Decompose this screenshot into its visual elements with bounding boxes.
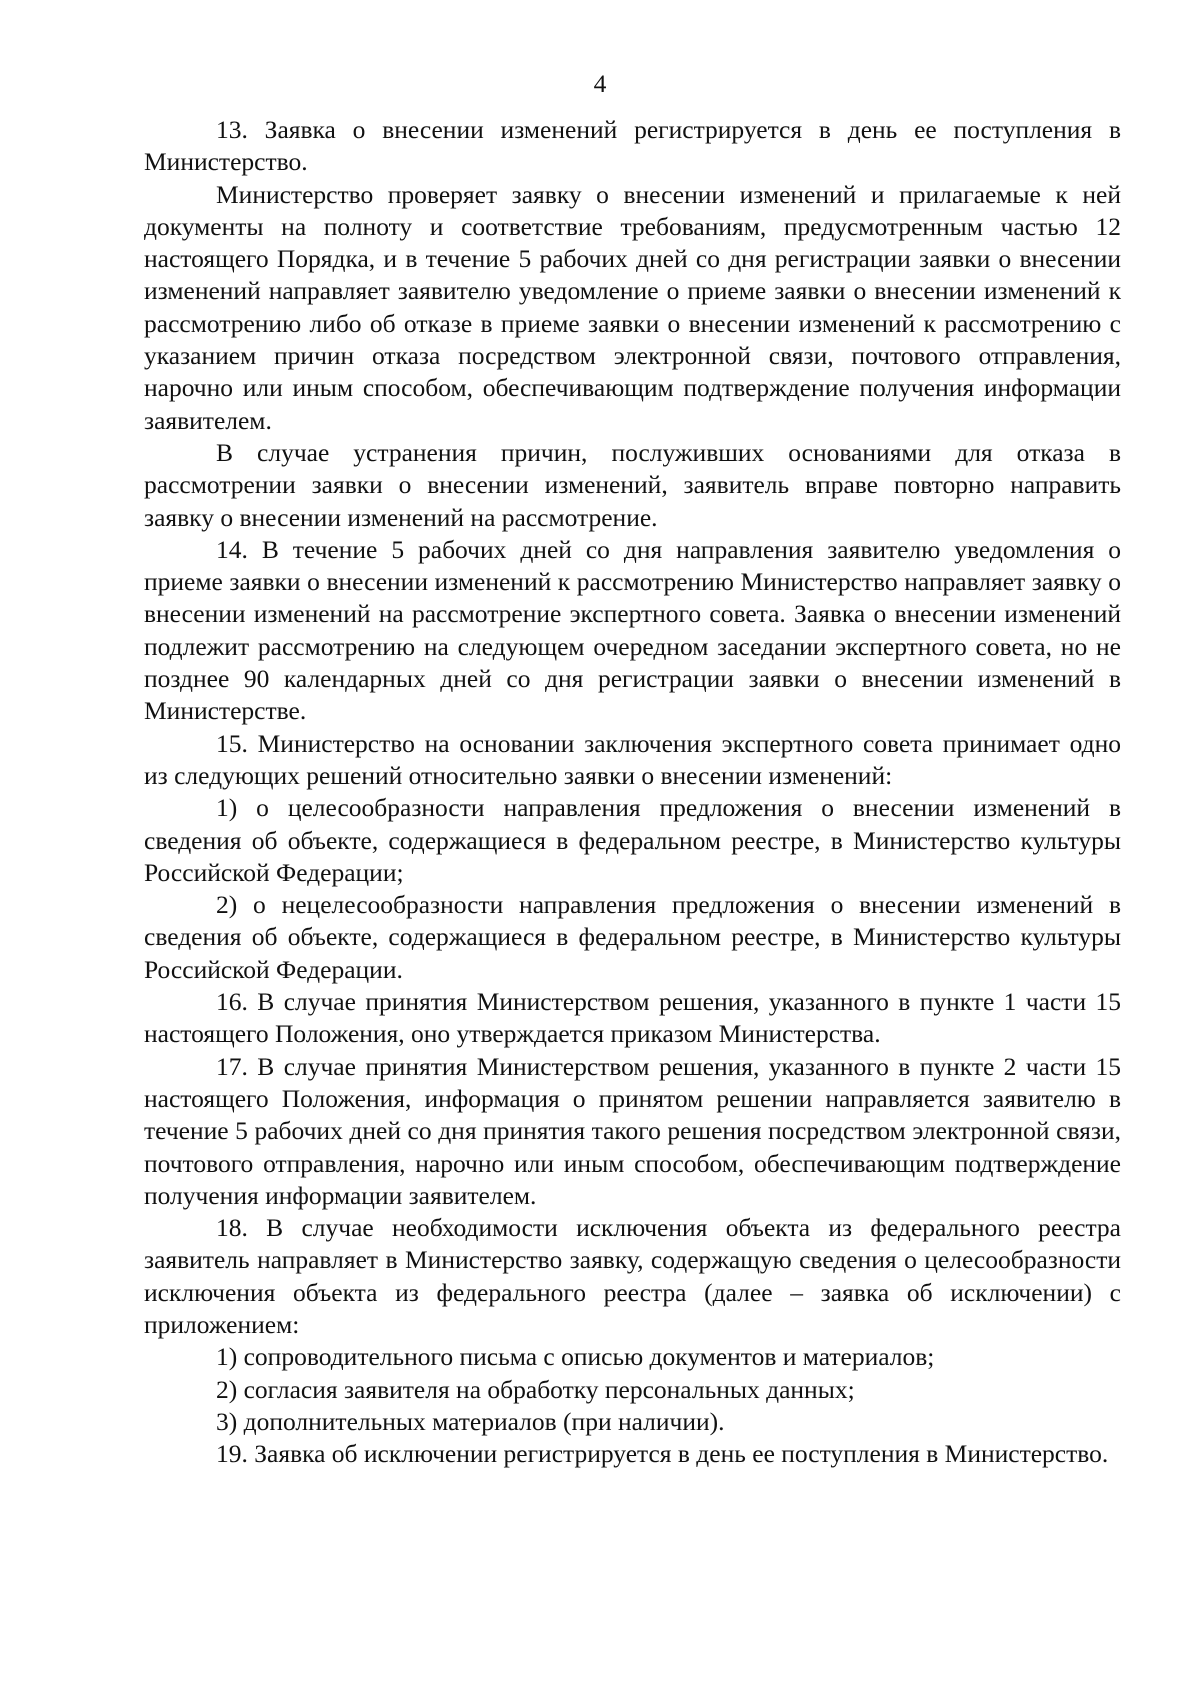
paragraph-18: 18. В случае необходимости исключения объекта из федерального реестра заявитель направляет в Министерство заявку, содержащую сведения о целесообразности исключения объекта из федерального реестра (далее – заявка об исключении) с приложением:: [144, 1213, 1121, 1339]
page-number: 4: [593, 69, 607, 98]
paragraph-15-item-2: 2) о нецелесообразности направления предложения о внесении изменений в сведения об объекте, содержащиеся в федеральном реестре, в Министерство культуры Российской Федерации.: [144, 890, 1121, 984]
paragraph-14: 14. В течение 5 рабочих дней со дня направления заявителю уведомления о приеме заявки о внесении изменений к рассмотрению Министерство направляет заявку о внесении изменений на рассмотрение экспертного совета. Заявка о внесении изменений подлежит рассмотрению на следующем очередном заседании экспертного совета, но не позднее 90 календарных дней со дня регистрации заявки о внесении изменений в Министерстве.: [144, 534, 1121, 726]
paragraph-17: 17. В случае принятия Министерством решения, указанного в пункте 2 части 15 настоящего Положения, информация о принятом решении направляется заявителю в течение 5 рабочих дней со дня принятия такого решения посредством электронной связи, почтового отправления, нарочно или иным способом, обеспечивающим подтверждение получения информации заявителем.: [144, 1051, 1121, 1210]
paragraph-resubmission: В случае устранения причин, послуживших основаниями для отказа в рассмотрении заявки о внесении изменений, заявитель вправе повторно направить заявку о внесении изменений на рассмотрение.: [144, 437, 1121, 532]
paragraph-15-item-1: 1) о целесообразности направления предложения о внесении изменений в сведения об объекте, содержащиеся в федеральном реестре, в Министерство культуры Российской Федерации;: [144, 793, 1121, 887]
paragraph-ministry-check: Министерство проверяет заявку о внесении изменений и прилагаемые к ней документы на полноту и соответствие требованиям, предусмотренным частью 12 настоящего Порядка, и в течение 5 рабочих дней со дня регистрации заявки о внесении изменений направляет заявителю уведомление о приеме заявки о внесении изменений к рассмотрению либо об отказе в приеме заявки о внесении изменений к рассмотрению с указанием причин отказа посредством электронной связи, почтового отправления, нарочно или иным способом, обеспечивающим подтверждение получения информации заявителем.: [144, 179, 1121, 435]
paragraph-13: 13. Заявка о внесении изменений регистрируется в день ее поступления в Министерство.: [144, 115, 1121, 177]
paragraph-18-item-2: 2) согласия заявителя на обработку персональных данных;: [216, 1374, 855, 1404]
paragraph-19: 19. Заявка об исключении регистрируется в день ее поступления в Министерство.: [216, 1439, 1109, 1469]
paragraph-16: 16. В случае принятия Министерством решения, указанного в пункте 1 части 15 настоящего Положения, оно утверждается приказом Министерства.: [144, 987, 1121, 1049]
document-body: [144, 114, 1121, 1470]
paragraph-15: 15. Министерство на основании заключения экспертного совета принимает одно из следующих решений относительно заявки о внесении изменений:: [144, 728, 1121, 790]
paragraph-18-item-1: 1) сопроводительного письма с описью документов и материалов;: [216, 1342, 935, 1372]
paragraph-18-item-3: 3) дополнительных материалов (при наличии).: [216, 1406, 725, 1436]
